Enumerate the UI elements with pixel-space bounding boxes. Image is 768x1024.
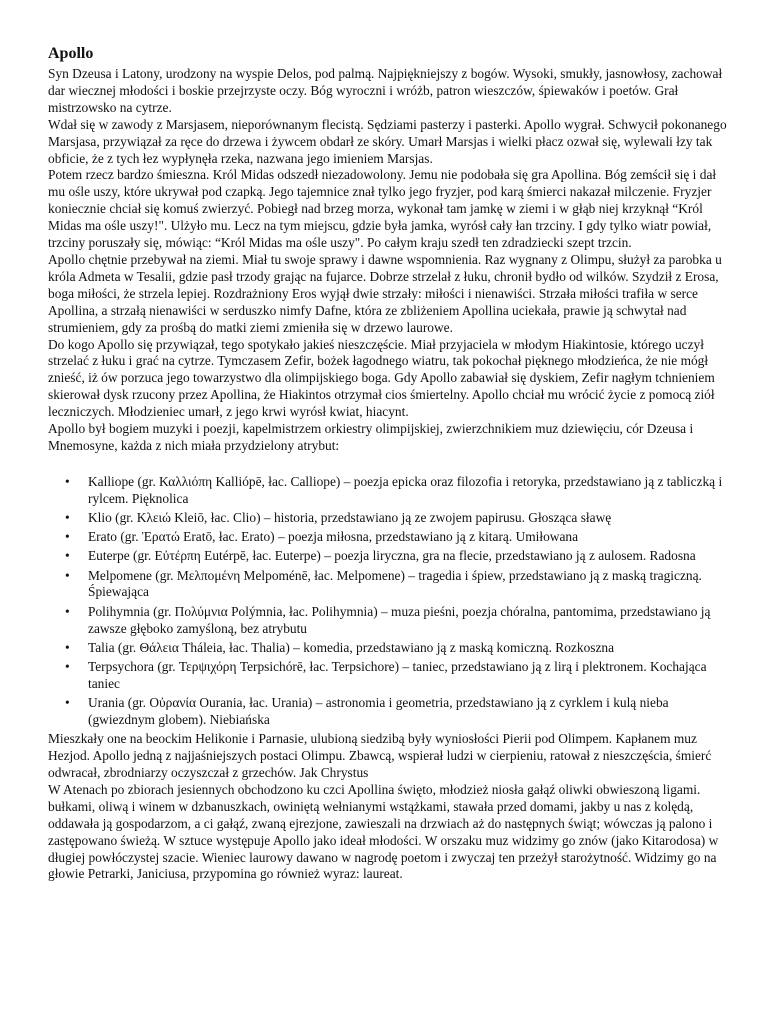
paragraph-birth: Syn Dzeusa i Latony, urodzony na wyspie Delos, pod palmą. Najpiękniejszy z bogów. Wysoki, smukły, jasnowłosy, zachował dar wiecznej młodości i boskie przejrzyste oczy. Bóg wyroczni i wróżb, patron wieszczów, śpiewaków i poetów. Grał mistrzowsko na cytrze. bbox=[48, 66, 723, 115]
list-item-text: Terpsychora (gr. Τερψιχόρη Terpsichórē, łac. Terpsichore) – taniec, przedstawiano ją z lirą i plektronem. Kochająca taniec bbox=[88, 658, 707, 691]
list-item-text: Euterpe (gr. Εὐτέρπη Eutérpē, łac. Euterpe) – poezja liryczna, gra na flecie, przedstawiano ją z aulosem. Radosna bbox=[88, 548, 696, 564]
document-page bbox=[48, 44, 728, 883]
bullet-icon: • bbox=[65, 695, 70, 711]
list-item-text: Polihymnia (gr. Πολύμνια Polýmnia, łac. Polihymnia) – muza pieśni, poezja chóralna, pantomima, przedstawiano ją zawsze głęboko zamyśloną, bez atrybutu bbox=[88, 603, 711, 636]
bullet-icon: • bbox=[65, 548, 70, 564]
list-item-text: Erato (gr. Ἐρατώ Eratō, łac. Erato) – poezja miłosna, przedstawiano ją z kitarą. Umiłowana bbox=[88, 529, 579, 545]
list-item-text: Kalliope (gr. Καλλιόπη Kalliópē, łac. Calliope) – poezja epicka oraz filozofia i retoryka, przedstawiano ją z tabliczką i rylcem. Pięknolica bbox=[88, 473, 723, 506]
list-item bbox=[65, 639, 728, 657]
paragraph-midas: Potem rzecz bardzo śmieszna. Król Midas odszedł niezadowolony. Jemu nie podobała się gra Apollina. Bóg zemścił się i dał mu ośle uszy, które ukrywał pod czapką. Jego tajemnice znał tylko jego fryzjer, pod karą śmierci nakazał milczenie. Fryzjer koniecznie chciał się komuś zwierzyć. Pobiegł nad brzeg morza, wykonał tam jamkę w ziemi i w głąb niej krzyknął “Król Midas ma ośle uszy!". Ulżyło mu. Lecz na tym miejscu, gdzie była jamka, wyrósł cały łan trzciny. I gdy tylko wiatr powiał, trzciny poruszały się, mówiąc: “Król Midas ma ośle uszy". Po całym kraju szedł ten zdradziecki szept trzcin. bbox=[48, 167, 717, 251]
paragraph-athens: W Atenach po zbiorach jesiennych obchodzono ku czci Apollina święto, młodzież niosła gałąź oliwki obwieszoną ligami. bułkami, oliwą i winem w dzbanuszkach, owiniętą wełnianymi wstążkami, stawała przed domami, jakby u nas z kolędą, oddawała ją gospodarzom, a ci gałąź, zwaną ejrezjone, zawieszali na drzwiach aż do następnych świąt; wówczas ją palono i zastępowano świeżą. W sztuce występuje Apollo jako ideał młodości. W orszaku muz widzimy go znów (jako Kitarodosa) w długiej powłóczystej szacie. Wieniec laurowy dawano w nagrodę poetom i zwyczaj ten przeżył starożytność. Widzimy go na głowie Petrarki, Janiciusa, przypomina go również wyraz: laureat. bbox=[48, 781, 719, 882]
bullet-icon: • bbox=[65, 473, 70, 489]
paragraph-marsyas: Wdał się w zawody z Marsjasem, nieporównanym flecistą. Sędziami pasterzy i pasterki. Apollo wygrał. Schwycił pokonanego Marsjasa, przywiązał za ręce do drzewa i żywcem obdarł ze skóry. Umarł Marsjas i wielki płacz ozwał się, wylewali łzy tak obficie, że z tych łez wypłynęła rzeka, nazwana jego imieniem Marsjas. bbox=[48, 116, 727, 166]
list-item bbox=[65, 603, 728, 638]
list-item bbox=[65, 658, 728, 693]
list-item-text: Talia (gr. Θάλεια Tháleia, łac. Thalia) – komedia, przedstawiano ją z maską komiczną. Rozkoszna bbox=[88, 639, 615, 655]
paragraph-muses-intro: Apollo był bogiem muzyki i poezji, kapelmistrzem orkiestry olimpijskiej, zwierzchnikiem muz dziewięciu, cór Dzeusa i Mnemosyne, każda z nich miała przydzielony atrybut: bbox=[48, 421, 694, 453]
paragraph-hyacinth: Do kogo Apollo się przywiązał, tego spotykało jakieś nieszczęście. Miał przyjaciela w młodym Hiakintosie, którego uczył strzelać z łuku i grać na cytrze. Tymczasem Zefir, bożek łagodnego wiatru, tak pokochał pięknego młodzieńca, że nie mógł znieść, iż ów porzuca jego towarzystwo dla olimpijskiego boga. Gdy Apollo zabawiał się dyskiem, Zefir nagłym tchnieniem skierował dysk rzucony przez Apollina, że Hiakintos otrzymał cios śmiertelny. Apollo chciał mu wrócić życie z pomocą ziół leczniczych. Młodzieniec umarł, z jego krwi wyrósł kwiat, hiacynt. bbox=[48, 336, 715, 420]
bullet-icon: • bbox=[65, 603, 70, 619]
list-item-text: Melpomene (gr. Μελπομένη Melpoménē, łac. Melpomene) – tragedia i śpiew, przedstawiano ją z maską tragiczną. Śpiewająca bbox=[88, 567, 702, 600]
bullet-icon: • bbox=[65, 639, 70, 655]
muses-list bbox=[48, 474, 728, 729]
list-item bbox=[65, 548, 728, 565]
list-item-text: Klio (gr. Κλειώ Kleiō, łac. Clio) – historia, przedstawiano ją ze zwojem papirusu. Głosząca sławę bbox=[88, 509, 612, 525]
bullet-icon: • bbox=[65, 509, 70, 525]
list-item bbox=[65, 509, 728, 527]
document-title: Apollo bbox=[48, 45, 94, 62]
bullet-icon: • bbox=[65, 658, 70, 674]
bullet-icon: • bbox=[65, 529, 70, 545]
list-item bbox=[65, 529, 728, 546]
list-item bbox=[65, 567, 728, 602]
list-item bbox=[65, 695, 728, 729]
list-item-text: Urania (gr. Οὐρανία Ourania, łac. Urania) – astronomia i geometria, przedstawiano ją z cyrklem i kulą nieba (gwiezdnym globem). Niebiańska bbox=[88, 695, 669, 727]
paragraph-helicon: Mieszkały one na beockim Helikonie i Parnasie, ulubioną siedzibą były wyniosłości Pierii pod Olimpem. Kapłanem muz Hezjod. Apollo jedną z najjaśniejszych postaci Olimpu. Zbawcą, wspierał ludzi w cierpieniu, ratował z nieszczęścia, śmierć odwracał, zbrodniarzy oczyszczał z grzechów. Jak Chrystus bbox=[48, 731, 712, 781]
paragraph-daphne: Apollo chętnie przebywał na ziemi. Miał tu swoje sprawy i dawne wspomnienia. Raz wygnany z Olimpu, służył za parobka u króla Admeta w Tesalii, gdzie pasł trzody grając na fujarce. Dobrze strzelał z łuku, chronił bydło od wilków. Szydził z Erosa, boga miłości, że strzela lepiej. Rozdrażniony Eros wyjął dwie strzały: miłości i nienawiści. Strzała miłości trafiła w serce Apollina, a strzałą nienawiści w serduszko nimfy Dafne, która ze zbliżeniem Apollina uciekała, prawie ją schwytał nad strumieniem, gdy za prośbą do matki ziemi zmieniła się w drzewo laurowe. bbox=[48, 251, 722, 335]
bullet-icon: • bbox=[65, 567, 70, 583]
list-item bbox=[65, 473, 728, 508]
